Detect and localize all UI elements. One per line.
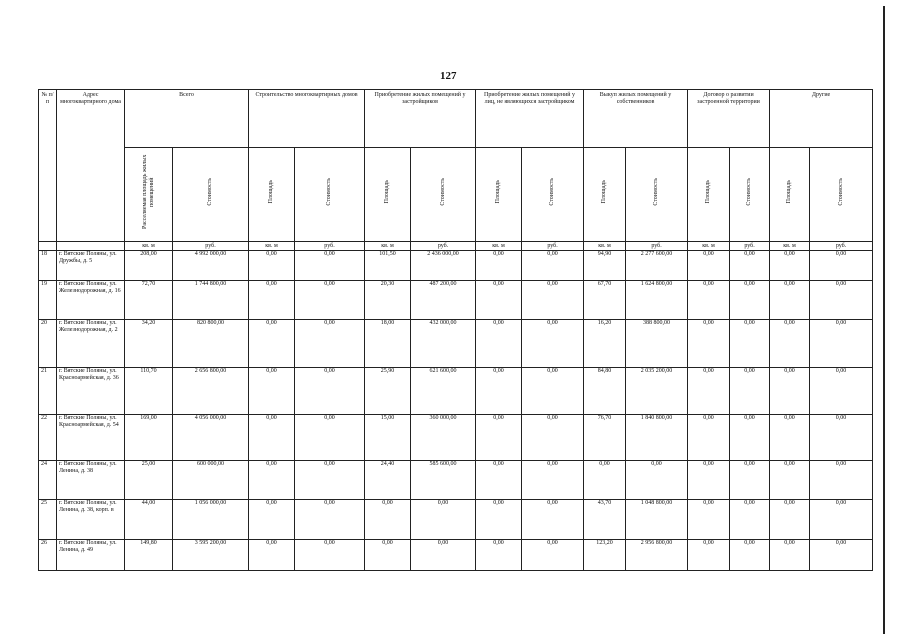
value-cell: 24,40 [365, 461, 411, 500]
value-cell: 0,00 [476, 281, 522, 320]
row-number: 22 [39, 415, 57, 461]
header-sub-1 [173, 148, 249, 242]
header-sub-label: Площадь [495, 180, 502, 204]
value-cell: 0,00 [770, 320, 810, 368]
unit-cell: руб. [626, 242, 688, 251]
value-cell: 123,20 [584, 540, 626, 571]
page-edge-line [883, 6, 885, 634]
unit-cell: кв. м [584, 242, 626, 251]
value-cell: 0,00 [522, 320, 584, 368]
unit-cell: кв. м [365, 242, 411, 251]
header-sub-label: Стоимость [207, 178, 213, 206]
header-group-buyout: Выкуп жилых помещений у собственников [584, 90, 688, 148]
header-sub-label: Стоимость [746, 178, 753, 206]
header-sub-12 [770, 148, 810, 242]
header-sub-label: Площадь [705, 180, 712, 204]
table-row [39, 251, 873, 281]
value-cell: 0,00 [810, 320, 873, 368]
value-cell: 72,70 [125, 281, 173, 320]
value-cell: 0,00 [295, 415, 365, 461]
row-address: г. Вятские Поляны, ул. Ленина, д. 38, корп. в [57, 500, 125, 540]
header-sub-4 [365, 148, 411, 242]
header-sub-label: Площадь [786, 180, 793, 204]
value-cell: 600 000,00 [173, 461, 249, 500]
table-row [39, 320, 873, 368]
value-cell: 4 056 000,00 [173, 415, 249, 461]
table-row [39, 281, 873, 320]
value-cell: 76,70 [584, 415, 626, 461]
table-row [39, 540, 873, 571]
header-sub-3 [295, 148, 365, 242]
units-no [39, 242, 57, 251]
header-group-development-agreement: Договор о развитии застроенной территории [688, 90, 770, 148]
row-number: 21 [39, 368, 57, 415]
value-cell: 3 595 200,00 [173, 540, 249, 571]
row-address: г. Вятские Поляны, ул. Ленина, д. 49 [57, 540, 125, 571]
value-cell: 0,00 [249, 251, 295, 281]
value-cell: 0,00 [476, 500, 522, 540]
value-cell: 0,00 [295, 461, 365, 500]
value-cell: 0,00 [688, 281, 730, 320]
value-cell: 360 000,00 [411, 415, 476, 461]
value-cell: 149,80 [125, 540, 173, 571]
value-cell: 0,00 [810, 251, 873, 281]
value-cell: 0,00 [688, 415, 730, 461]
units-address [57, 242, 125, 251]
value-cell: 0,00 [810, 368, 873, 415]
value-cell: 0,00 [810, 540, 873, 571]
value-cell: 0,00 [476, 415, 522, 461]
value-cell: 0,00 [295, 281, 365, 320]
header-sub-6 [476, 148, 522, 242]
value-cell: 67,70 [584, 281, 626, 320]
unit-cell: кв. м [688, 242, 730, 251]
header-sub-label: Стоимость [439, 178, 446, 206]
row-number: 24 [39, 461, 57, 500]
value-cell: 2 277 600,00 [626, 251, 688, 281]
value-cell: 0,00 [249, 281, 295, 320]
row-address: г. Вятские Поляны, ул. Дружбы, д. 5 [57, 251, 125, 281]
header-sub-label: Площадь [268, 180, 274, 204]
value-cell: 0,00 [522, 540, 584, 571]
header-group-row [39, 90, 873, 148]
value-cell: 15,00 [365, 415, 411, 461]
value-cell: 0,00 [522, 461, 584, 500]
header-group-construction: Строительство многоквартирных домов [249, 90, 365, 148]
value-cell: 0,00 [810, 281, 873, 320]
value-cell: 0,00 [770, 540, 810, 571]
value-cell: 0,00 [730, 320, 770, 368]
value-cell: 4 992 000,00 [173, 251, 249, 281]
row-address: г. Вятские Поляны, ул. Ленина, д. 38 [57, 461, 125, 500]
value-cell: 0,00 [688, 500, 730, 540]
value-cell: 0,00 [295, 500, 365, 540]
value-cell: 94,90 [584, 251, 626, 281]
value-cell: 0,00 [584, 461, 626, 500]
value-cell: 621 600,00 [411, 368, 476, 415]
value-cell: 110,70 [125, 368, 173, 415]
row-number: 20 [39, 320, 57, 368]
value-cell: 0,00 [295, 251, 365, 281]
header-sub-9 [626, 148, 688, 242]
value-cell: 0,00 [688, 251, 730, 281]
header-sub-8 [584, 148, 626, 242]
unit-cell: кв. м [125, 242, 173, 251]
value-cell: 0,00 [730, 415, 770, 461]
value-cell: 20,30 [365, 281, 411, 320]
value-cell: 0,00 [249, 320, 295, 368]
row-number: 18 [39, 251, 57, 281]
value-cell: 0,00 [770, 461, 810, 500]
header-sub-label: Расселяемая площадь жилых помещений [141, 154, 155, 230]
unit-cell: кв. м [770, 242, 810, 251]
value-cell: 2 436 000,00 [411, 251, 476, 281]
value-cell: 0,00 [522, 500, 584, 540]
header-group-purchase-nondeveloper: Приобретение жилых помещений у лиц, не являющихся застройщиком [476, 90, 584, 148]
value-cell: 43,70 [584, 500, 626, 540]
row-address: г. Вятские Поляны, ул. Железнодорожная, д. 16 [57, 281, 125, 320]
value-cell: 0,00 [730, 540, 770, 571]
value-cell: 0,00 [522, 368, 584, 415]
value-cell: 0,00 [688, 540, 730, 571]
value-cell: 208,00 [125, 251, 173, 281]
value-cell: 0,00 [770, 281, 810, 320]
value-cell: 585 600,00 [411, 461, 476, 500]
value-cell: 0,00 [522, 281, 584, 320]
value-cell: 0,00 [770, 368, 810, 415]
unit-cell: кв. м [249, 242, 295, 251]
header-sub-label: Стоимость [653, 178, 660, 206]
value-cell: 0,00 [365, 540, 411, 571]
value-cell: 25,90 [365, 368, 411, 415]
value-cell: 0,00 [770, 251, 810, 281]
unit-cell: руб. [522, 242, 584, 251]
value-cell: 0,00 [411, 540, 476, 571]
value-cell: 0,00 [810, 461, 873, 500]
value-cell: 101,50 [365, 251, 411, 281]
value-cell: 0,00 [476, 461, 522, 500]
table-row [39, 500, 873, 540]
value-cell: 0,00 [249, 368, 295, 415]
resettlement-table [38, 89, 873, 571]
value-cell: 0,00 [249, 500, 295, 540]
value-cell: 0,00 [476, 368, 522, 415]
unit-cell: руб. [295, 242, 365, 251]
row-number: 25 [39, 500, 57, 540]
value-cell: 0,00 [730, 281, 770, 320]
value-cell: 0,00 [688, 368, 730, 415]
value-cell: 0,00 [365, 500, 411, 540]
value-cell: 1 624 800,00 [626, 281, 688, 320]
row-number: 19 [39, 281, 57, 320]
header-sub-11 [730, 148, 770, 242]
header-sub-label: Стоимость [326, 178, 332, 206]
value-cell: 0,00 [810, 415, 873, 461]
value-cell: 2 035 200,00 [626, 368, 688, 415]
value-cell: 0,00 [476, 540, 522, 571]
value-cell: 0,00 [770, 415, 810, 461]
page-number: 127 [440, 70, 457, 82]
header-address: Адрес многоквартирного дома [57, 90, 125, 242]
value-cell: 0,00 [476, 251, 522, 281]
value-cell: 0,00 [688, 320, 730, 368]
value-cell: 0,00 [770, 500, 810, 540]
unit-cell: руб. [411, 242, 476, 251]
value-cell: 25,00 [125, 461, 173, 500]
value-cell: 1 744 800,00 [173, 281, 249, 320]
value-cell: 0,00 [295, 368, 365, 415]
header-sub-13 [810, 148, 873, 242]
header-sub-row [39, 148, 873, 242]
row-address: г. Вятские Поляны, ул. Красноармейская, д. 36 [57, 368, 125, 415]
value-cell: 487 200,00 [411, 281, 476, 320]
value-cell: 1 056 000,00 [173, 500, 249, 540]
header-sub-5 [411, 148, 476, 242]
header-sub-7 [522, 148, 584, 242]
value-cell: 0,00 [249, 540, 295, 571]
value-cell: 0,00 [476, 320, 522, 368]
unit-cell: руб. [173, 242, 249, 251]
header-sub-label: Стоимость [837, 178, 844, 206]
value-cell: 0,00 [411, 500, 476, 540]
value-cell: 432 000,00 [411, 320, 476, 368]
unit-cell: руб. [730, 242, 770, 251]
header-sub-label: Площадь [601, 180, 608, 204]
value-cell: 0,00 [522, 415, 584, 461]
value-cell: 2 656 800,00 [173, 368, 249, 415]
value-cell: 0,00 [626, 461, 688, 500]
value-cell: 0,00 [249, 461, 295, 500]
value-cell: 0,00 [730, 500, 770, 540]
header-sub-10 [688, 148, 730, 242]
header-group-purchase-developer: Приобретение жилых помещений у застройщиков [365, 90, 476, 148]
value-cell: 169,00 [125, 415, 173, 461]
unit-cell: руб. [810, 242, 873, 251]
value-cell: 388 800,00 [626, 320, 688, 368]
units-row [39, 242, 873, 251]
value-cell: 0,00 [295, 540, 365, 571]
value-cell: 44,00 [125, 500, 173, 540]
value-cell: 820 800,00 [173, 320, 249, 368]
header-sub-0 [125, 148, 173, 242]
value-cell: 84,80 [584, 368, 626, 415]
value-cell: 16,20 [584, 320, 626, 368]
value-cell: 0,00 [810, 500, 873, 540]
header-sub-label: Стоимость [549, 178, 556, 206]
header-no: № п/п [39, 90, 57, 242]
header-sub-label: Площадь [384, 180, 391, 204]
row-address: г. Вятские Поляны, ул. Красноармейская, д. 54 [57, 415, 125, 461]
header-sub-2 [249, 148, 295, 242]
header-group-total: Всего [125, 90, 249, 148]
value-cell: 0,00 [730, 251, 770, 281]
row-address: г. Вятские Поляны, ул. Железнодорожная, д. 2 [57, 320, 125, 368]
value-cell: 1 048 800,00 [626, 500, 688, 540]
value-cell: 0,00 [249, 415, 295, 461]
value-cell: 0,00 [730, 368, 770, 415]
row-number: 26 [39, 540, 57, 571]
value-cell: 0,00 [730, 461, 770, 500]
value-cell: 0,00 [522, 251, 584, 281]
header-group-other: Другие [770, 90, 873, 148]
table-row [39, 415, 873, 461]
value-cell: 2 956 800,00 [626, 540, 688, 571]
value-cell: 0,00 [295, 320, 365, 368]
table-row [39, 461, 873, 500]
value-cell: 18,00 [365, 320, 411, 368]
value-cell: 1 840 800,00 [626, 415, 688, 461]
value-cell: 34,20 [125, 320, 173, 368]
value-cell: 0,00 [688, 461, 730, 500]
table-row [39, 368, 873, 415]
unit-cell: кв. м [476, 242, 522, 251]
